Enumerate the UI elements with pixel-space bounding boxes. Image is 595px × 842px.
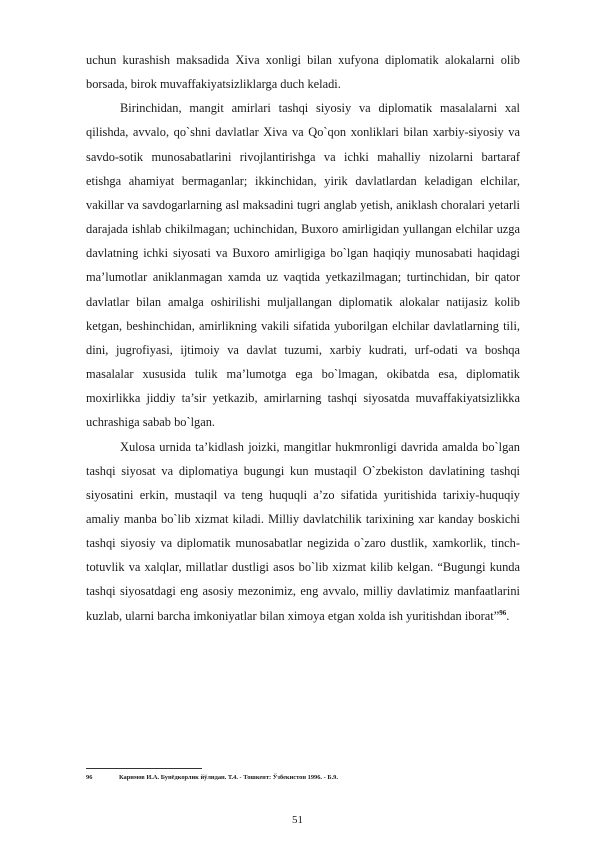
paragraph-conclusion xyxy=(86,435,520,628)
footnote-separator xyxy=(86,768,202,769)
footnote-number: 96 xyxy=(86,774,93,781)
page-number: 51 xyxy=(292,814,303,826)
footnote-reference[interactable]: 96 xyxy=(499,608,507,617)
paragraph-continuation: uchun kurashish maksadida Xiva xonligi bilan xufyona diplomatik alokalarni olib borsada, birok muvaffakiyatsizliklarga duch keladi. xyxy=(86,53,520,92)
paragraph-reasons: Birinchidan, mangit amirlari tashqi siyosiy va diplomatik masalalarni xal qilishda, avvalo, qo`shni davlatlar Xiva va Qo`qon xonliklari bilan xarbiy-siyosiy va savdo-sotik munosabatlarini rivojlantirishga va ichki mahalliy nizolarni bartaraf etishga ahamiyat bermaganlar; ikkinchidan, yirik davlatlardan keladigan elchilar, vakillar va savdogarlarning asl maksadini tugri anglab yetish, aniklash choralari yetarli darajada ishlab chikilmagan; uchinchidan, Buxoro amirligidan yullangan elchilar uzga davlatning ichki siyosati va Buxoro amirligiga bo`lgan haqiqiy munosabati haqidagi ma’lumotlar aniklanmagan xamda uz vaqtida yetkazilmagan; turtinchidan, bir qator davlatlar bilan amalga oshirilishi muljallangan diplomatik alokalar natijasiz kolib ketgan, beshinchidan, amirlikning vakili sifatida yuborilgan elchilar davlatlarning tili, dini, jugrofiyasi, ijtimoiy va davlat tuzumi, xarbiy kudrati, urf-odati va boshqa masalalar xususida tulik ma’lumotga ega bo`lmagan, okibatda esa, diplomatik moxirlikka jiddiy ta’sir yetkazib, amirlarning tashqi siyosatda muvaffakiyatsizlikka uchrashiga sabab bo`lgan. xyxy=(86,101,520,430)
footnote xyxy=(86,773,526,782)
paragraph-conclusion-text: Xulosa urnida ta’kidlash joizki, mangitlar hukmronligi davrida amalda bo`lgan tashqi siyosat va diplomatiya bugungi kun mustaqil O`zbekiston davlatining tashqi siyosatini erkin, mustaqil va teng huquqli a’zo sifatida yuritishida tarixiy-huquqiy amaliy manba bo`lib xizmat kiladi. Milliy davlatchilik tarixining xar kanday boskichi tashqi siyosiy va diplomatik munosabatlar negizida o`zaro dustlik, xamkorlik, tinch-totuvlik va xalqlar, millatlar dustligi asos bo`lib xizmat kilib kelgan. “Bugungi kunda tashqi siyosatdagi eng asosiy mezonimiz, eng avvalo, milliy davlatimiz manfaatlarini kuzlab, ularni barcha imkoniyatlar bilan ximoya etgan xolda ish yuritishdan iborat” xyxy=(86,439,520,623)
footnote-text: Каримов И.А. Бунёдкорлик йўлидан. Т.4. - Тошкент: Ўзбекистон 1996. - Б.9. xyxy=(119,774,338,781)
body-text xyxy=(86,48,520,628)
footnote-reference-period: . xyxy=(506,608,510,623)
